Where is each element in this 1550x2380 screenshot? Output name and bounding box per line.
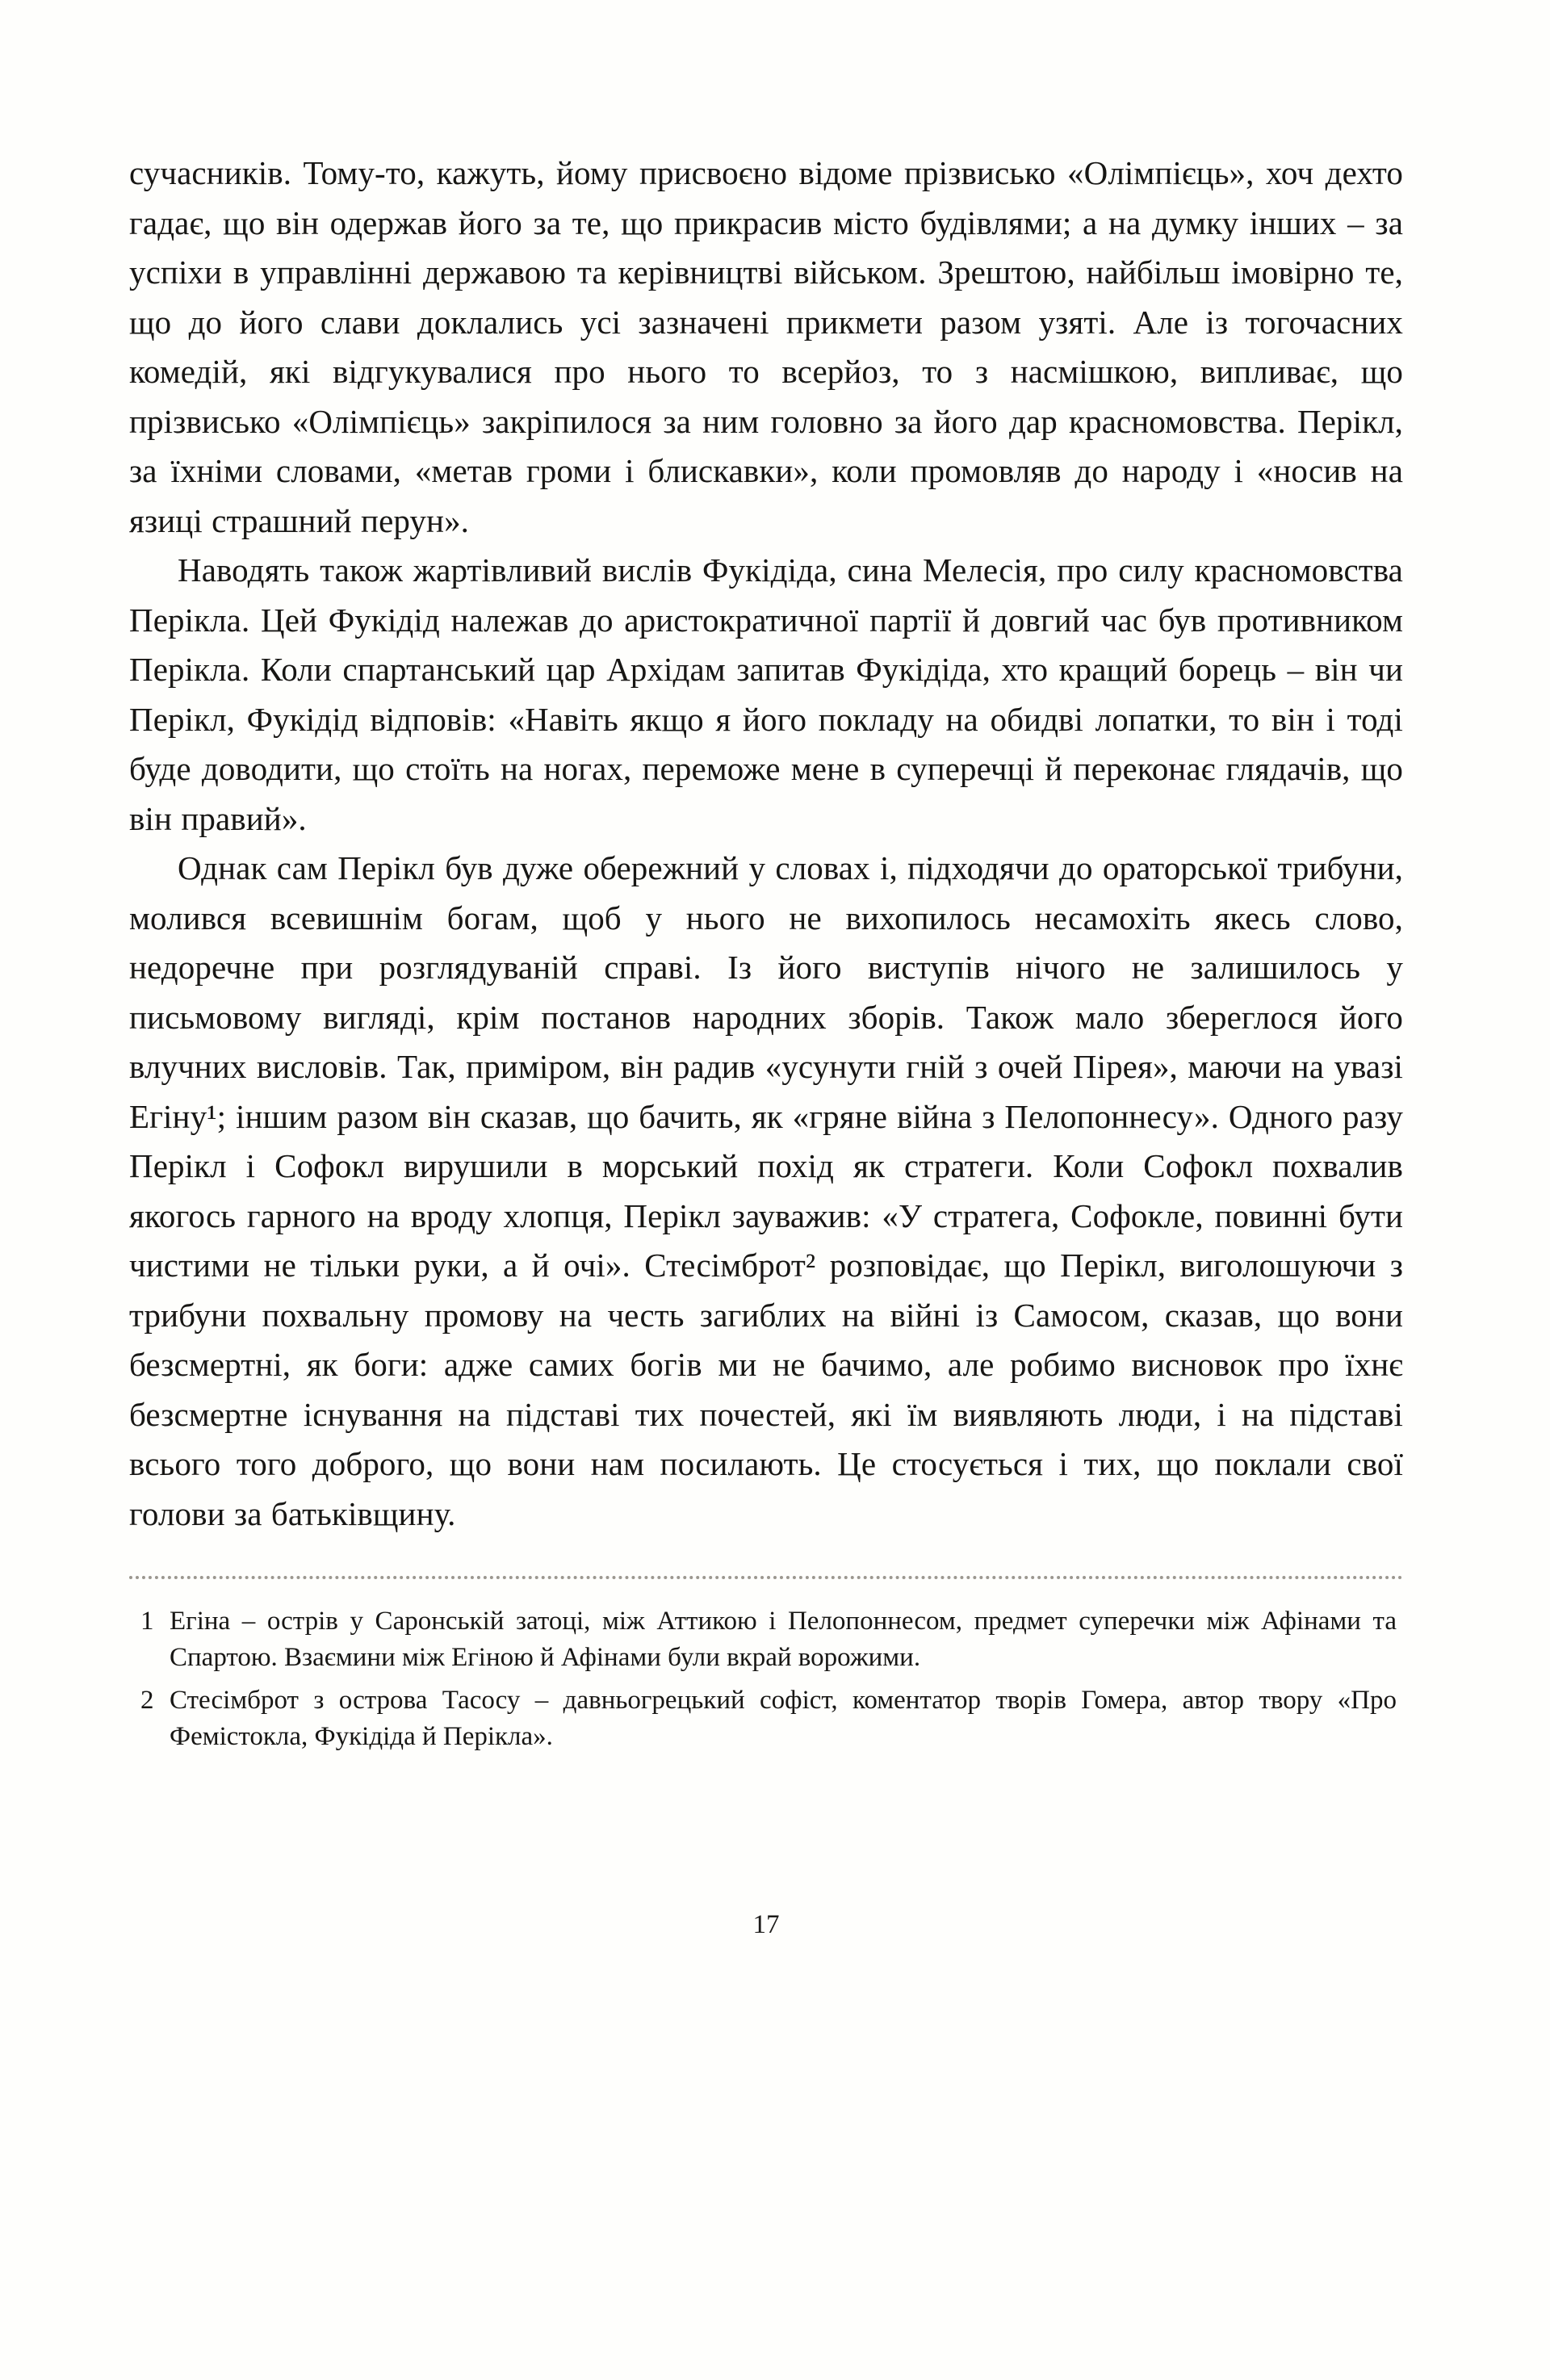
paragraph-thucydides-anecdote: Наводять також жартівливий вислів Фукідіда, сина Мелесія, про силу красномовства Перікла. Цей Фукідід належав до аристократичної партії й довгий час був противником Перікла. Коли спартанський цар Архідам запитав Фукідіда, хто кращий борець – він чи Перікл, Фукідід відповів: «Навіть якщо я його покладу на обидві лопатки, то він і тоді буде доводити, що стоїть на ногах, переможе мене в суперечці й переконає глядачів, що він правий». xyxy=(129,551,1403,837)
book-page xyxy=(129,149,1403,1940)
paragraph-continuation: сучасників. Тому-то, кажуть, йому присвоєно відоме прізвисько «Олімпієць», хоч дехто гадає, що він одержав його за те, що прикрасив місто будівлями; а на думку інших – за успіхи в управлінні державою та керівництві військом. Зрештою, найбільш імовірно те, що до його слави доклались усі зазначені прикмети разом узяті. Але із тогочасних комедій, які відгукувалися про нього то всерйоз, то з насмішкою, випливає, що прізвисько «Олімпієць» закріпилося за ним головно за його дар красномовства. Перікл, за їхніми словами, «метав громи і блискавки», коли промовляв до народу і «носив на язиці страшний перун». xyxy=(129,154,1403,539)
footnote-text: Егіна – острів у Саронській затоці, між Аттикою і Пелопоннесом, предмет суперечки між Афінами та Спартою. Взаємини між Егіною й Афінами були вкрай ворожими. xyxy=(170,1607,1397,1672)
footnote-1 xyxy=(129,1603,1403,1676)
body-text xyxy=(129,149,1403,1539)
paragraph-pericles-speeches: Однак сам Перікл був дуже обережний у словах і, підходячи до ораторської трибуни, молився всевишнім богам, щоб у нього не вихопилось несамохіть якесь слово, недоречне при розглядуваній справі. Із його виступів нічого не залишилось у письмовому вигляді, крім постанов народних зборів. Також мало збереглося його влучних висловів. Так, приміром, він радив «усунути гній з очей Пірея», маючи на увазі Егіну¹; іншим разом він сказав, що бачить, як «гряне війна з Пелопоннесу». Одного разу Перікл і Софокл вирушили в морський похід як стратеги. Коли Софокл похвалив якогось гарного на вроду хлопця, Перікл зауважив: «У стратега, Софокле, повинні бути чистими не тільки руки, а й очі». Стесімброт² розповідає, що Перікл, виголошуючи з трибуни похвальну промову на честь загиблих на війні із Самосом, сказав, що вони безсмертні, як боги: адже самих богів ми не бачимо, але робимо висновок про їхнє безсмертне існування на підставі тих почестей, які їм виявляють люди, і на підставі всього того доброго, що вони нам посилають. Це стосується і тих, що поклали свої голови за батьківщину. xyxy=(129,849,1403,1532)
footnote-separator xyxy=(129,1576,1403,1579)
page-number: 17 xyxy=(752,1910,780,1939)
footnote-number: 1 xyxy=(140,1607,154,1636)
footnote-2 xyxy=(129,1682,1403,1755)
footnotes-section xyxy=(129,1603,1403,1755)
footnote-number: 2 xyxy=(140,1686,154,1715)
footnote-text: Стесімброт з острова Тасосу – давньогрецький софіст, коментатор творів Гомера, автор твору «Про Фемістокла, Фукідіда й Перікла». xyxy=(170,1686,1397,1751)
